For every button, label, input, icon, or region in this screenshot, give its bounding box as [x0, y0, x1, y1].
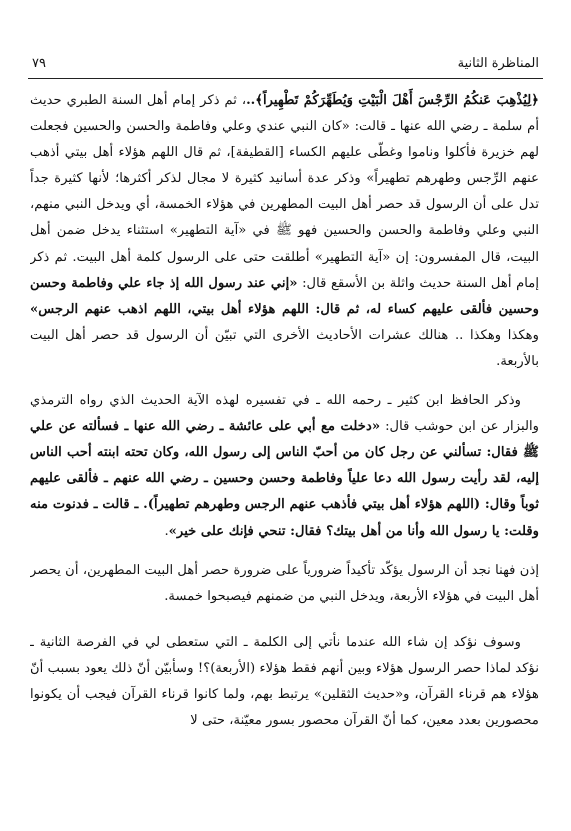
- text-segment: .: [164, 523, 169, 539]
- hadith-quote: «دخلت مع أبي على عائشة ـ رضي الله عنها ـ فسألته عن علي ﷺ فقال: تسألني عن رجل كان من أحبّ الناس إلى رسول الله، وكان تحته ابنته أحب الناس إليه، لقد رأيت رسول الله دعا علياً وفاطمة وحسن وحسين ـ رضي الله عنهم ـ فألقى عليهم ثوباً وقال: (اللهم هؤلاء أهل بيتي فأذهب عنهم الرجس وطهرهم تطهيراً). ـ قالت ـ فدنوت منه وقلت: يا رسول الله وأنا من أهل بيتك؟ فقال: تنحي فإنك على خير»: [30, 419, 539, 539]
- page-body: [30, 88, 539, 811]
- paragraph: [30, 388, 539, 545]
- paragraph: [30, 88, 539, 375]
- text-segment: إذن فهنا نجد أن الرسول يؤكّد تأكيداً ضرورياً على ضرورة حصر أهل البيت المطهرين، أن يحصر أهل البيت في هؤلاء الأربعة، ويدخل النبي من ضمنهم فيصبحوا خمسة.: [30, 562, 539, 604]
- text-segment: وسوف نؤكد إن شاء الله عندما نأتي إلى الكلمة ـ التي ستعطى لي في الفرصة الثانية ـ نؤكد لماذا حصر الرسول هؤلاء وبين أنهم فقط هؤلاء (الأربعة)؟! وسأبيّن أنّ ذلك يعود بسبب أنّ هؤلاء هم قرناء القرآن، و«حديث الثقلين» يرتبط بهم، ولما كانوا قرناء القرآن فيجب أن يكونوا محصورين بعدد معين، كما أنّ القرآن محصور بسور معيّنة، حتى لا: [30, 634, 539, 729]
- text-segment: وذكر الحافظ ابن كثير ـ رحمه الله ـ في تفسيره لهذه الآية الحديث الذي رواه الترمذي والبزار عن ابن حوشب قال:: [30, 393, 539, 435]
- text-segment: ، ثم ذكر إمام أهل السنة الطبري حديث أم سلمة ـ رضي الله عنها ـ قالت: «كان النبي عندي وعلي وفاطمة والحسن والحسين فجعلت لهم خزيرة فأكلوا وناموا وغطّى عليهم الكساء [القطيفة]، ثم قال اللهم هؤلاء أهل بيتي أذهب عنهم الرِّجس وطهرهم تطهيراً» وذكر عدة أسانيد كثيرة لا مجال لذكر أكثرها؛ لأنها كثيرة جداً تدل على أن الرسول قد حصر أهل البيت المطهرين في هؤلاء الخمسة، أي ويدخل النبي منهم، النبي وعلي وفاطمة والحسن والحسين فهو ﷺ في «آية التطهير» استثناء يدخل ضمن أهل البيت، قال المفسرون: إن «آية التطهير» أطلقت حتى على الرسول كلمة أهل البيت. ثم ذكر إمام أهل السنة حديث واثلة بن الأسقع قال:: [30, 93, 539, 291]
- page-header: [28, 52, 543, 79]
- text-segment: وهكذا وهكذا .. هنالك عشرات الأحاديث الأخرى التي تبيّن أن الرسول قد حصر أهل البيت بالأربعة.: [30, 327, 539, 369]
- page-number: ٧٩: [32, 56, 46, 71]
- running-title: المناظرة الثانية: [457, 56, 539, 71]
- paragraph: [30, 630, 539, 734]
- quran-verse: ﴿لِيُذْهِبَ عَنكُمُ الرِّجْسَ أَهْلَ الْبَيْتِ وَيُطَهِّرَكُمْ تَطْهِيراً﴾..: [246, 93, 539, 108]
- paragraph: [30, 558, 539, 610]
- hadith-quote: «إني عند رسول الله إذ جاء علي وفاطمة وحسن وحسين فألقى عليهم كساء له، ثم قال: اللهم هؤلاء أهل بيتي، اللهم اذهب عنهم الرجس»: [30, 275, 539, 317]
